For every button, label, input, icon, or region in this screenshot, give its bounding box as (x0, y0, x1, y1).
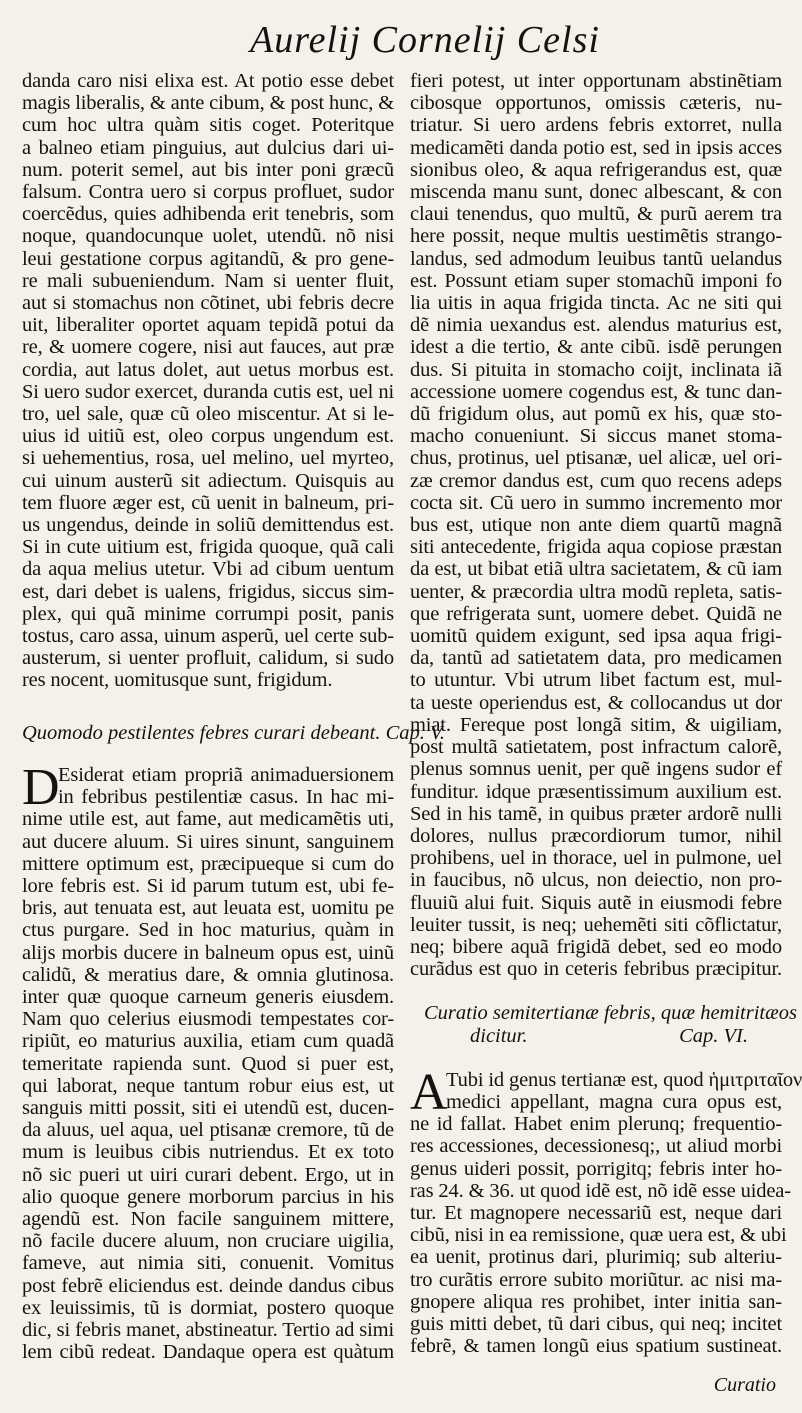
chapter-4-text (22, 70, 394, 692)
text-line: alio quoque genere morborum parcius in his (22, 1185, 394, 1208)
text-line: tur. Et magnopere necessariũ est, neque dari (410, 1201, 782, 1224)
text-line: mittere optimum est, præcipueque si cum do (22, 852, 394, 875)
text-line: si uehementius, rosa, uel melino, uel myrteo, (22, 447, 394, 470)
text-line: leui gestatione corpus agitandũ, & pro gene- (22, 247, 394, 270)
chapter-5-opening (22, 758, 394, 816)
text-line: qui laborat, neque tantum robur eius est, ut (22, 1074, 394, 1097)
text-line: ras 24. & 36. ut quod idẽ est, nõ idẽ esse uidea- (410, 1179, 791, 1202)
text-line: zæ cremor dandus est, cum quo recens adeps (410, 469, 782, 492)
text-line: sionibus oleo, & aqua refrigerandus est, quæ (410, 158, 782, 181)
text-line: us ungendus, deinde in soliũ demittendus est. (22, 514, 394, 537)
text-line: febrẽ, & tamen longũ eius spatium sustineat. (410, 1335, 782, 1358)
text-line: num. poterit semel, aut bis inter poni græcũ (22, 158, 394, 181)
text-line: curãdus est quo in ceteris febribus præcipitur. (410, 958, 782, 981)
text-line: tostus, caro assa, uinum asperũ, uel certe sub- (22, 625, 394, 648)
text-line: cordia, aut latus dolet, aut uetus morbus est. (22, 358, 394, 381)
text-line: danda caro nisi elixa est. At potio esse debet (22, 70, 394, 92)
text-line: prohibens, uel in thorace, uel in pulmone, uel (410, 847, 782, 870)
chapter-6-heading: Curatio semitertianæ febris, quæ hemitritæos (424, 1002, 798, 1025)
text-line: medici appellant, magna cura opus est, (446, 1090, 782, 1113)
text-line: dolores, nullus præcordiorum tumor, nihil (410, 824, 782, 847)
text-line: ex leuissimis, tũ is dormiat, postero quoque (22, 1296, 394, 1319)
text-line: cibũ, nisi in ea remissione, quæ uera est, & ubi (410, 1224, 787, 1247)
text-line: accessione uomere cogendus est, & tunc dan- (410, 380, 782, 403)
text-line: Si in cute uitium est, frigida quoque, quã cali (22, 536, 394, 559)
text-line: da aluus, uel aqua, uel ptisanæ cremore, tũ de (22, 1119, 394, 1142)
text-line: to utuntur. Vbi utrum libet factum est, mul- (410, 669, 782, 692)
text-line: da est, ut bibat etiã ultra sacietatem, & cũ iam (410, 558, 782, 581)
text-line: mum is leuibus cibis nutriendus. Et ex toto (22, 1141, 394, 1164)
text-line: falsum. Contra uero si corpus profluet, sudor (22, 181, 394, 204)
text-line: guis mitti debet, tũ dari cibus, qui neq; incitet (410, 1312, 782, 1335)
text-line: triatur. Si uero ardens febris extorret, nulla (410, 114, 782, 137)
text-line: nime utile est, aut fame, aut medicamẽtis uti, (22, 808, 394, 831)
text-line: temeritate rapienda sunt. Quod si puer est, (22, 1052, 394, 1075)
text-line: siti antecedente, frigida aqua copiose præstan (410, 536, 782, 559)
text-line: agendũ est. Non facile sanguinem mittere, (22, 1207, 394, 1230)
text-line: idest a die tertio, & ante cibũ. isdẽ perungen (410, 336, 782, 359)
text-line: alijs morbis ducere in balneum opus est, uinũ (22, 941, 394, 964)
text-line: Nam quo celerius eiusmodi tempestates cor- (22, 1008, 394, 1031)
text-line: miscenda manu sunt, donec albescant, & con (410, 181, 782, 204)
text-line: res nocent, uomitusque sunt, frigidum. (22, 669, 333, 692)
text-line: ea uenit, protinus dari, plurimiq; sub alteriu- (410, 1246, 782, 1269)
text-line: magis liberalis, & ante cibum, & post hunc, & (22, 92, 394, 115)
text-line: est, dari debet is ualens, frigidus, siccus sim- (22, 580, 394, 603)
text-line: funditur. idque præsentissimum auxilium est. (410, 780, 782, 803)
text-line: in faucibus, nõ ulcus, non deiectio, non pro- (410, 869, 782, 892)
text-line: aut ducere aluum. Si uires sinunt, sanguinem (22, 830, 394, 853)
text-line: fluuiũ alui fuit. Siquis autẽ in eiusmodi febre (410, 891, 782, 914)
right-column (410, 70, 802, 1358)
chapter-6-text (410, 1113, 791, 1358)
text-line: calidũ, & meratius dare, & omnia glutinosa. (22, 963, 394, 986)
text-line: medicamẽti danda potio est, sed in ipsis acces (410, 136, 782, 159)
text-line: gnopere aliqua res prohibet, inter initia san- (410, 1290, 782, 1313)
text-line: macho conueniunt. Si siccus manet stoma- (410, 425, 782, 448)
text-line: res accessiones, decessionesq;, ut aliud morbi (410, 1135, 782, 1158)
text-line: ripiũt, eo maturius auxilia, etiam cum quadã (22, 1030, 394, 1053)
text-line: in febribus pestilentiæ casus. In hac mi- (58, 786, 394, 809)
text-line: sanguis mitti possit, siti ei utendũ est, ducen- (22, 1096, 394, 1119)
drop-cap-a: A (410, 1063, 448, 1121)
text-line: landus, sed admodum leuibus tantũ uelandus (410, 247, 782, 270)
text-line: genus uideri possit, porrigitq; febris inter ho- (410, 1157, 782, 1180)
text-line: post multã satietatem, post infractum calorẽ, (410, 736, 782, 759)
text-line: fieri potest, ut inter opportunam abstinẽtiam (410, 70, 782, 92)
text-line: coercẽdus, quies adhibenda erit tenebris, som (22, 203, 394, 226)
chapter-5-heading: Quomodo pestilentes febres curari debeant. Cap. V. (22, 721, 446, 744)
text-line: dẽ nimia uexandus est. alendus maturius est, (410, 314, 782, 337)
text-line: leuiter tussit, is neq; uehemẽti siti cõflictatur, (410, 913, 782, 936)
text-line: uit, liberaliter oportet aquam tepidã potui da (22, 314, 394, 337)
text-line: ctus purgare. Sed in hoc maturius, quàm in (22, 919, 394, 942)
text-line: Si uero sudor exercet, duranda cutis est, uel ni (22, 380, 394, 403)
text-line: cum hoc ultra quàm sitis coget. Poteritque (22, 114, 394, 137)
text-line: lia uitis in aqua frigida tincta. Ac ne siti qui (410, 292, 782, 315)
text-line: bris, aut tenuata est, aut leuata est, uomitu pe (22, 897, 394, 920)
chapter-6-opening (410, 1063, 802, 1121)
text-line: here possit, neque multis uestimẽtis strango- (410, 225, 782, 248)
text-line: Esiderat etiam propriã animaduersionem (58, 763, 394, 786)
text-line: uius id uitiũ est, oleo corpus ungendum est. (22, 425, 394, 448)
text-line: dic, si febris manet, abstineatur. Tertio ad simi (22, 1318, 394, 1341)
text-line: austerum, si uenter profluit, calidum, si sudo (22, 647, 394, 670)
text-line: uomitũ quidem exigunt, sed ipsa aqua frigi- (410, 625, 782, 648)
text-line: post febrẽ eliciendus est. deinde dandus cibus (22, 1274, 394, 1297)
text-line: plex, qui quã minime corrumpi posit, panis (22, 602, 394, 625)
chapter-6-heading-dicitur: dicitur. (470, 1024, 528, 1047)
text-line: cui uinum austerũ sit adiectum. Quisquis au (22, 469, 394, 492)
text-line: Tubi id genus tertianæ est, quod ἡμιτριταῖον (446, 1068, 802, 1091)
text-line: da, tantũ ad satietatem data, pro medicamen (410, 647, 782, 670)
text-line: nõ sic pueri ut uiri curari debent. Ergo, ut in (22, 1163, 394, 1186)
text-line: dũ frigidum olus, aut pomũ ex his, quæ sto- (410, 403, 782, 426)
text-line: noque, quandocunque uolet, utendũ. nõ nisi (22, 225, 394, 248)
text-line: re, & uomere cogere, nisi aut fauces, aut præ (22, 336, 394, 359)
text-line: fameve, aut nimia siti, conuenit. Vomitus (22, 1252, 394, 1275)
spacer (410, 980, 782, 1002)
text-line: que refrigerata sunt, uomere debet. Quidã ne (410, 602, 782, 625)
chapter-4-continuation (410, 70, 782, 980)
text-line: dus. Si pituita in stomacho coijt, inclinata iã (410, 358, 782, 381)
spacer (22, 744, 394, 764)
text-line: neq; bibere aquã frigidã debet, sed eo modo (410, 935, 782, 958)
text-line: re mali subueniendum. Nam si uenter fluit, (22, 269, 394, 292)
drop-cap-d: D (22, 758, 60, 816)
text-line: tem fluore æger est, cũ uenit in balneum, pri- (22, 491, 394, 514)
text-line: bus est, utique non ante diem quartũ magnã (410, 514, 782, 537)
text-line: miat. Fereque post longã sitim, & uigiliam, (410, 713, 782, 736)
left-column (22, 70, 446, 1364)
running-head: Aurelij Cornelij Celsi (250, 19, 600, 61)
text-line: inter quæ quoque carneum generis eiusdem. (22, 985, 394, 1008)
text-line: tro curãtis errore subito moriũtur. ac nisi ma- (410, 1268, 782, 1291)
text-line: plenus somnus uenit, per quẽ ingens sudor ef (410, 758, 782, 781)
chapter-5-text (22, 808, 394, 1363)
spacer (22, 692, 394, 722)
text-line: chus, protinus, uel ptisanæ, uel alicæ, uel ori- (410, 447, 782, 470)
text-line: claui tenendus, quo multũ, & purũ aerem tra (410, 203, 782, 226)
text-line: Sed in his tamẽ, in quibus præter ardorẽ nulli (410, 802, 782, 825)
chapter-6-number: Cap. VI. (679, 1024, 748, 1047)
text-line: a balneo etiam pinguius, aut dulcius dari ui- (22, 136, 394, 159)
text-line: est. Possunt etiam super stomachũ imponi fo (410, 269, 782, 292)
text-line: da aqua melius utetur. Vbi ad cibum uentum (22, 558, 394, 581)
text-line: lem cibũ redeat. Dandaque opera est quàtum (22, 1341, 394, 1364)
chapter-6-heading-line2 (410, 1025, 782, 1047)
text-line: aut si stomachus non cõtinet, ubi febris decre (22, 292, 394, 315)
text-line: ne id fallat. Habet enim plerunq; frequentio- (410, 1113, 782, 1136)
text-line: ta ueste operiendus est, & collocandus ut dor (410, 691, 782, 714)
spacer (410, 1047, 782, 1069)
text-line: tro, uel sale, quæ cũ oleo miscentur. At si le- (22, 403, 394, 426)
catchword: Curatio (713, 1374, 776, 1396)
text-line: lore febris est. Si id parum tutum est, ubi fe- (22, 874, 394, 897)
text-line: cibosque opportunos, omissis cæteris, nu- (410, 92, 782, 115)
text-line: nõ facile ducere aluum, non cruciare uigilia, (22, 1230, 394, 1253)
text-line: uenter, & præcordia ultra modũ repleta, satis- (410, 580, 782, 603)
text-line: cocta sit. Cũ uero in summo incremento mor (410, 491, 782, 514)
